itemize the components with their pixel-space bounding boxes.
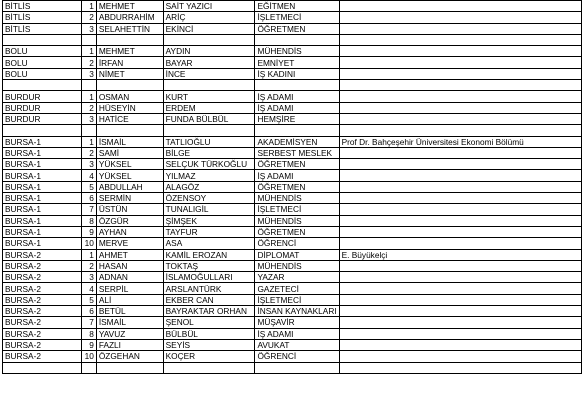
number-cell[interactable]: 6 xyxy=(81,193,96,204)
city-cell[interactable]: BURSA-2 xyxy=(3,328,82,339)
number-cell[interactable]: 5 xyxy=(81,181,96,192)
last-name-cell[interactable]: SEYİS xyxy=(163,339,255,350)
last-name-cell[interactable] xyxy=(163,80,255,91)
table-row xyxy=(3,68,582,79)
last-name-cell[interactable]: KURT xyxy=(163,91,255,102)
first-name-cell[interactable]: ABDURRAHİM xyxy=(96,12,163,23)
number-cell[interactable]: 7 xyxy=(81,204,96,215)
last-name-cell[interactable]: ÖZENSOY xyxy=(163,193,255,204)
profession-cell[interactable]: AKADEMİSYEN xyxy=(255,136,339,147)
number-cell[interactable]: 3 xyxy=(81,113,96,124)
city-cell[interactable] xyxy=(3,80,82,91)
first-name-cell[interactable]: YÜKSEL xyxy=(96,170,163,181)
city-cell[interactable]: BOLU xyxy=(3,68,82,79)
number-cell[interactable] xyxy=(81,80,96,91)
note-cell[interactable] xyxy=(339,272,581,283)
first-name-cell[interactable]: ADNAN xyxy=(96,272,163,283)
note-cell[interactable] xyxy=(339,317,581,328)
table-row xyxy=(3,362,582,373)
first-name-cell[interactable]: ALİ xyxy=(96,294,163,305)
first-name-cell[interactable]: ÖZGÜR xyxy=(96,215,163,226)
first-name-cell[interactable]: MEHMET xyxy=(96,1,163,12)
note-cell[interactable] xyxy=(339,306,581,317)
profession-cell[interactable]: HEMŞİRE xyxy=(255,113,339,124)
profession-cell[interactable] xyxy=(255,362,339,373)
profession-cell[interactable]: İŞLETMECİ xyxy=(255,12,339,23)
last-name-cell[interactable]: ŞİMŞEK xyxy=(163,215,255,226)
note-cell[interactable] xyxy=(339,102,581,113)
number-cell[interactable]: 3 xyxy=(81,68,96,79)
note-cell[interactable] xyxy=(339,181,581,192)
number-cell[interactable]: 8 xyxy=(81,215,96,226)
note-cell[interactable] xyxy=(339,351,581,362)
profession-cell[interactable] xyxy=(255,34,339,45)
profession-cell[interactable]: ÖĞRENCİ xyxy=(255,351,339,362)
city-cell[interactable]: BURSA-2 xyxy=(3,317,82,328)
first-name-cell[interactable]: İRFAN xyxy=(96,57,163,68)
profession-cell[interactable]: MÜHENDİS xyxy=(255,46,339,57)
city-cell[interactable]: BURDUR xyxy=(3,113,82,124)
city-cell[interactable]: BURSA-2 xyxy=(3,272,82,283)
first-name-cell[interactable] xyxy=(96,80,163,91)
table-body xyxy=(3,1,582,374)
profession-cell[interactable]: AVUKAT xyxy=(255,339,339,350)
number-cell[interactable]: 1 xyxy=(81,136,96,147)
city-cell[interactable]: BURSA-1 xyxy=(3,181,82,192)
first-name-cell[interactable] xyxy=(96,34,163,45)
city-cell[interactable]: BURSA-1 xyxy=(3,159,82,170)
note-cell[interactable] xyxy=(339,294,581,305)
first-name-cell[interactable]: NİMET xyxy=(96,68,163,79)
number-cell[interactable] xyxy=(81,362,96,373)
number-cell[interactable]: 2 xyxy=(81,147,96,158)
profession-cell[interactable]: İŞ ADAMI xyxy=(255,91,339,102)
table-row xyxy=(3,283,582,294)
table-row xyxy=(3,113,582,124)
city-cell[interactable]: BİTLİS xyxy=(3,12,82,23)
number-cell[interactable]: 1 xyxy=(81,46,96,57)
last-name-cell[interactable]: KOÇER xyxy=(163,351,255,362)
first-name-cell[interactable]: SELAHETTİN xyxy=(96,23,163,34)
city-cell[interactable]: BURSA-2 xyxy=(3,249,82,260)
note-cell[interactable] xyxy=(339,125,581,136)
last-name-cell[interactable]: EKİNCİ xyxy=(163,23,255,34)
table-row xyxy=(3,147,582,158)
last-name-cell[interactable]: İSLAMOĞULLARI xyxy=(163,272,255,283)
number-cell[interactable]: 8 xyxy=(81,328,96,339)
table-row xyxy=(3,23,582,34)
note-cell[interactable] xyxy=(339,339,581,350)
table-row xyxy=(3,80,582,91)
first-name-cell[interactable] xyxy=(96,362,163,373)
table-row xyxy=(3,328,582,339)
profession-cell[interactable]: ÖĞRETMEN xyxy=(255,23,339,34)
last-name-cell[interactable]: İNCE xyxy=(163,68,255,79)
city-cell[interactable]: BİTLİS xyxy=(3,1,82,12)
last-name-cell[interactable]: FUNDA BÜLBÜL xyxy=(163,113,255,124)
first-name-cell[interactable]: OSMAN xyxy=(96,91,163,102)
first-name-cell[interactable]: YAVUZ xyxy=(96,328,163,339)
city-cell[interactable]: BOLU xyxy=(3,57,82,68)
table-row xyxy=(3,294,582,305)
number-cell[interactable]: 2 xyxy=(81,57,96,68)
city-cell[interactable]: BURSA-2 xyxy=(3,306,82,317)
table-row xyxy=(3,339,582,350)
first-name-cell[interactable]: MEHMET xyxy=(96,46,163,57)
number-cell[interactable]: 6 xyxy=(81,306,96,317)
table-row xyxy=(3,159,582,170)
note-cell[interactable] xyxy=(339,238,581,249)
number-cell[interactable]: 10 xyxy=(81,238,96,249)
last-name-cell[interactable]: TAYFUR xyxy=(163,226,255,237)
table-row xyxy=(3,181,582,192)
city-cell[interactable]: BURSA-2 xyxy=(3,283,82,294)
first-name-cell[interactable]: ÜSTÜN xyxy=(96,204,163,215)
last-name-cell[interactable]: YILMAZ xyxy=(163,170,255,181)
table-row xyxy=(3,306,582,317)
first-name-cell[interactable]: AHMET xyxy=(96,249,163,260)
note-cell[interactable] xyxy=(339,170,581,181)
profession-cell[interactable]: İNSAN KAYNAKLARI xyxy=(255,306,339,317)
table-row xyxy=(3,170,582,181)
city-cell[interactable]: BURSA-1 xyxy=(3,238,82,249)
number-cell[interactable]: 2 xyxy=(81,12,96,23)
table-row xyxy=(3,46,582,57)
number-cell[interactable] xyxy=(81,125,96,136)
table-row xyxy=(3,91,582,102)
profession-cell[interactable]: YAZAR xyxy=(255,272,339,283)
number-cell[interactable]: 3 xyxy=(81,272,96,283)
profession-cell[interactable]: MÜŞAVİR xyxy=(255,317,339,328)
city-cell[interactable]: BURSA-2 xyxy=(3,339,82,350)
first-name-cell[interactable]: FAZLI xyxy=(96,339,163,350)
last-name-cell[interactable] xyxy=(163,34,255,45)
note-cell[interactable] xyxy=(339,362,581,373)
city-cell[interactable]: BURSA-1 xyxy=(3,226,82,237)
last-name-cell[interactable]: BİLGE xyxy=(163,147,255,158)
first-name-cell[interactable]: HÜSEYİN xyxy=(96,102,163,113)
first-name-cell[interactable]: İSMAİL xyxy=(96,317,163,328)
note-cell[interactable] xyxy=(339,159,581,170)
first-name-cell[interactable]: SAMİ xyxy=(96,147,163,158)
city-cell[interactable] xyxy=(3,125,82,136)
number-cell[interactable]: 1 xyxy=(81,249,96,260)
last-name-cell[interactable]: ARİÇ xyxy=(163,12,255,23)
city-cell[interactable]: BURSA-2 xyxy=(3,351,82,362)
city-cell[interactable]: BURSA-1 xyxy=(3,170,82,181)
last-name-cell[interactable]: KAMİL EROZAN xyxy=(163,249,255,260)
table-row xyxy=(3,193,582,204)
table-row xyxy=(3,57,582,68)
last-name-cell[interactable]: TOKTAŞ xyxy=(163,260,255,271)
city-cell[interactable]: BURSA-1 xyxy=(3,193,82,204)
city-cell[interactable] xyxy=(3,34,82,45)
note-cell[interactable] xyxy=(339,260,581,271)
note-cell[interactable] xyxy=(339,1,581,12)
profession-cell[interactable]: DİPLOMAT xyxy=(255,249,339,260)
number-cell[interactable]: 3 xyxy=(81,159,96,170)
last-name-cell[interactable]: ARSLANTÜRK xyxy=(163,283,255,294)
table-row xyxy=(3,1,582,12)
first-name-cell[interactable]: ÖZGEHAN xyxy=(96,351,163,362)
note-cell[interactable]: E. Büyükelçi xyxy=(339,249,581,260)
city-cell[interactable]: BURSA-1 xyxy=(3,215,82,226)
city-cell[interactable]: BURSA-1 xyxy=(3,147,82,158)
number-cell[interactable]: 1 xyxy=(81,91,96,102)
last-name-cell[interactable]: TUNALIGİL xyxy=(163,204,255,215)
note-cell[interactable] xyxy=(339,57,581,68)
candidate-table xyxy=(2,0,582,374)
note-cell[interactable] xyxy=(339,328,581,339)
last-name-cell[interactable]: BÜLBÜL xyxy=(163,328,255,339)
first-name-cell[interactable]: HASAN xyxy=(96,260,163,271)
profession-cell[interactable]: EĞİTMEN xyxy=(255,1,339,12)
profession-cell[interactable]: GAZETECİ xyxy=(255,283,339,294)
first-name-cell[interactable]: MERVE xyxy=(96,238,163,249)
table-row xyxy=(3,12,582,23)
first-name-cell[interactable]: AYHAN xyxy=(96,226,163,237)
profession-cell[interactable]: SERBEST MESLEK xyxy=(255,147,339,158)
profession-cell[interactable] xyxy=(255,80,339,91)
table-row xyxy=(3,215,582,226)
first-name-cell[interactable]: HATİCE xyxy=(96,113,163,124)
note-cell[interactable] xyxy=(339,113,581,124)
city-cell[interactable]: BOLU xyxy=(3,46,82,57)
last-name-cell[interactable]: SELÇUK TÜRKOĞLU xyxy=(163,159,255,170)
table-row xyxy=(3,317,582,328)
table-row xyxy=(3,34,582,45)
note-cell[interactable] xyxy=(339,34,581,45)
last-name-cell[interactable]: BAYAR xyxy=(163,57,255,68)
profession-cell[interactable] xyxy=(255,125,339,136)
number-cell[interactable]: 7 xyxy=(81,317,96,328)
profession-cell[interactable]: İŞ ADAMI xyxy=(255,328,339,339)
number-cell[interactable] xyxy=(81,34,96,45)
table-row xyxy=(3,226,582,237)
profession-cell[interactable]: MÜHENDİS xyxy=(255,193,339,204)
note-cell[interactable] xyxy=(339,147,581,158)
profession-cell[interactable]: ÖĞRETMEN xyxy=(255,159,339,170)
profession-cell[interactable]: MÜHENDİS xyxy=(255,215,339,226)
note-cell[interactable] xyxy=(339,46,581,57)
profession-cell[interactable]: İŞ ADAMI xyxy=(255,102,339,113)
profession-cell[interactable]: İŞ ADAMI xyxy=(255,170,339,181)
first-name-cell[interactable]: SERMİN xyxy=(96,193,163,204)
number-cell[interactable]: 9 xyxy=(81,226,96,237)
last-name-cell[interactable] xyxy=(163,362,255,373)
note-cell[interactable] xyxy=(339,23,581,34)
number-cell[interactable]: 5 xyxy=(81,294,96,305)
table-row xyxy=(3,249,582,260)
table-row xyxy=(3,272,582,283)
first-name-cell[interactable]: YÜKSEL xyxy=(96,159,163,170)
note-cell[interactable] xyxy=(339,68,581,79)
table-row xyxy=(3,260,582,271)
note-cell[interactable] xyxy=(339,193,581,204)
note-cell[interactable]: Prof Dr. Bahçeşehir Üniversitesi Ekonomi Bölümü xyxy=(339,136,581,147)
note-cell[interactable] xyxy=(339,215,581,226)
note-cell[interactable] xyxy=(339,91,581,102)
profession-cell[interactable]: MÜHENDİS xyxy=(255,260,339,271)
number-cell[interactable]: 2 xyxy=(81,102,96,113)
last-name-cell[interactable]: ŞENOL xyxy=(163,317,255,328)
city-cell[interactable]: BURSA-1 xyxy=(3,204,82,215)
city-cell[interactable]: BURSA-2 xyxy=(3,294,82,305)
note-cell[interactable] xyxy=(339,283,581,294)
profession-cell[interactable]: İŞ KADINI xyxy=(255,68,339,79)
first-name-cell[interactable]: SERPİL xyxy=(96,283,163,294)
number-cell[interactable]: 1 xyxy=(81,1,96,12)
note-cell[interactable] xyxy=(339,226,581,237)
last-name-cell[interactable]: ERDEM xyxy=(163,102,255,113)
number-cell[interactable]: 4 xyxy=(81,170,96,181)
note-cell[interactable] xyxy=(339,12,581,23)
last-name-cell[interactable]: ALAGÖZ xyxy=(163,181,255,192)
table-row xyxy=(3,351,582,362)
table-row xyxy=(3,238,582,249)
first-name-cell[interactable]: İSMAİL xyxy=(96,136,163,147)
table-row xyxy=(3,204,582,215)
first-name-cell[interactable]: BETÜL xyxy=(96,306,163,317)
first-name-cell[interactable] xyxy=(96,125,163,136)
city-cell[interactable]: BURSA-1 xyxy=(3,136,82,147)
note-cell[interactable] xyxy=(339,80,581,91)
table-row xyxy=(3,125,582,136)
number-cell[interactable]: 9 xyxy=(81,339,96,350)
number-cell[interactable]: 10 xyxy=(81,351,96,362)
profession-cell[interactable]: EMNİYET xyxy=(255,57,339,68)
city-cell[interactable] xyxy=(3,362,82,373)
number-cell[interactable]: 4 xyxy=(81,283,96,294)
last-name-cell[interactable]: EKBER CAN xyxy=(163,294,255,305)
table-row xyxy=(3,102,582,113)
number-cell[interactable]: 2 xyxy=(81,260,96,271)
number-cell[interactable]: 3 xyxy=(81,23,96,34)
profession-cell[interactable]: ÖĞRETMEN xyxy=(255,226,339,237)
city-cell[interactable]: BURDUR xyxy=(3,102,82,113)
city-cell[interactable]: BİTLİS xyxy=(3,23,82,34)
profession-cell[interactable]: İŞLETMECİ xyxy=(255,294,339,305)
profession-cell[interactable]: ÖĞRETMEN xyxy=(255,181,339,192)
note-cell[interactable] xyxy=(339,204,581,215)
first-name-cell[interactable]: ABDULLAH xyxy=(96,181,163,192)
table-row xyxy=(3,136,582,147)
city-cell[interactable]: BURDUR xyxy=(3,91,82,102)
city-cell[interactable]: BURSA-2 xyxy=(3,260,82,271)
profession-cell[interactable]: İŞLETMECİ xyxy=(255,204,339,215)
last-name-cell[interactable]: TATLIOĞLU xyxy=(163,136,255,147)
last-name-cell[interactable]: BAYRAKTAR ORHAN xyxy=(163,306,255,317)
last-name-cell[interactable] xyxy=(163,125,255,136)
spreadsheet xyxy=(2,0,582,374)
last-name-cell[interactable]: SAİT YAZICI xyxy=(163,1,255,12)
profession-cell[interactable]: ÖĞRENCİ xyxy=(255,238,339,249)
last-name-cell[interactable]: AYDIN xyxy=(163,46,255,57)
last-name-cell[interactable]: ASA xyxy=(163,238,255,249)
